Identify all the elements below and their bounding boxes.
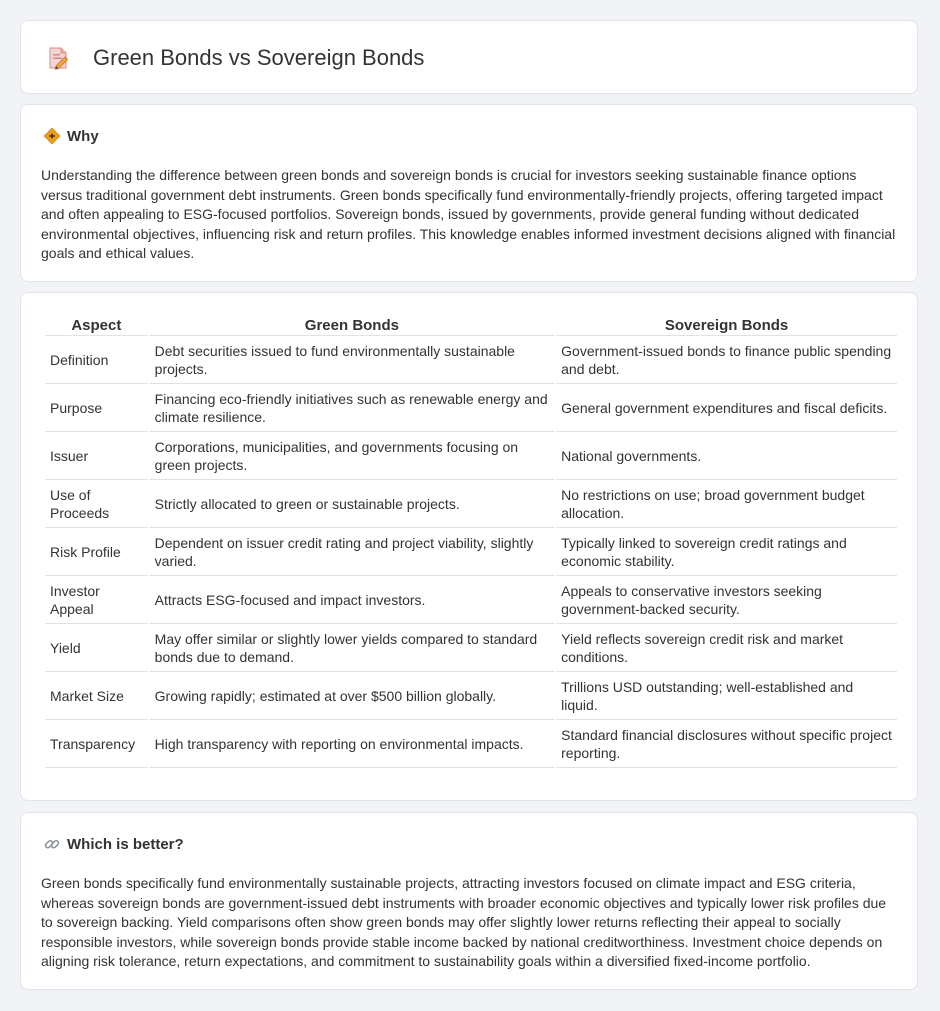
row-sovereign-value: National governments. [556,432,897,480]
row-sovereign-value: General government expenditures and fiscal deficits. [556,384,897,432]
table-row [45,336,897,384]
row-aspect: Use of Proceeds [45,480,148,528]
row-aspect: Market Size [45,672,148,720]
document-pencil-icon [45,45,71,71]
table-row [45,480,897,528]
table-row [45,576,897,624]
comparison-table [43,315,899,768]
which-is-better-body: Green bonds specifically fund environmentally sustainable projects, attracting investors focused on climate impact and ESG criteria, whereas sovereign bonds are government-issued debt instruments with broader economic objectives and typically lower risk profiles due to sovereign backing. Yield comparisons often show green bonds may offer slightly lower returns reflecting their appeal to socially responsible investors, while sovereign bonds provide stable income backed by national creditworthiness. Investment choice depends on aligning risk tolerance, return expectations, and commitment to sustainability goals within a diversified fixed-income portfolio. [41,875,887,970]
which-is-better-section [20,812,918,990]
table-row [45,432,897,480]
row-green-value: Corporations, municipalities, and governments focusing on green projects. [150,432,554,480]
warning-diamond-icon [43,127,61,145]
title-card [20,20,918,94]
row-green-value: Debt securities issued to fund environmentally sustainable projects. [150,336,554,384]
table-row [45,624,897,672]
row-sovereign-value: Typically linked to sovereign credit ratings and economic stability. [556,528,897,576]
row-aspect: Transparency [45,720,148,768]
page-title: Green Bonds vs Sovereign Bonds [93,45,425,70]
row-green-value: High transparency with reporting on environmental impacts. [150,720,554,768]
row-sovereign-value: Government-issued bonds to finance public spending and debt. [556,336,897,384]
header-aspect: Aspect [45,315,148,336]
table-row [45,720,897,768]
which-is-better-title: Which is better? [67,835,184,853]
row-green-value: Growing rapidly; estimated at over $500 billion globally. [150,672,554,720]
table-row [45,672,897,720]
why-title: Why [67,127,99,145]
header-sovereign-bonds: Sovereign Bonds [556,315,897,336]
table-header-row [45,315,897,336]
row-aspect: Risk Profile [45,528,148,576]
row-aspect: Purpose [45,384,148,432]
header-green-bonds: Green Bonds [150,315,554,336]
row-sovereign-value: Standard financial disclosures without specific project reporting. [556,720,897,768]
link-icon [43,835,61,853]
row-aspect: Investor Appeal [45,576,148,624]
row-sovereign-value: Trillions USD outstanding; well-established and liquid. [556,672,897,720]
row-sovereign-value: Appeals to conservative investors seeking government-backed security. [556,576,897,624]
comparison-card [20,292,918,801]
row-green-value: Financing eco-friendly initiatives such as renewable energy and climate resilience. [150,384,554,432]
row-aspect: Issuer [45,432,148,480]
why-section [20,104,918,282]
table-row [45,384,897,432]
table-row [45,528,897,576]
why-body: Understanding the difference between green bonds and sovereign bonds is crucial for investors seeking sustainable finance options versus traditional government debt instruments. Green bonds specifically fund environmentally-friendly projects, offering targeted impact and often appealing to ESG-focused portfolios. Sovereign bonds, issued by governments, provide general funding without dedicated environmental objectives, influencing risk and return profiles. This knowledge enables informed investment decisions aligned with financial goals and ethical values. [41,167,896,262]
row-green-value: May offer similar or slightly lower yields compared to standard bonds due to demand. [150,624,554,672]
row-aspect: Yield [45,624,148,672]
row-sovereign-value: Yield reflects sovereign credit risk and market conditions. [556,624,897,672]
row-green-value: Dependent on issuer credit rating and project viability, slightly varied. [150,528,554,576]
row-aspect: Definition [45,336,148,384]
row-sovereign-value: No restrictions on use; broad government budget allocation. [556,480,897,528]
row-green-value: Strictly allocated to green or sustainable projects. [150,480,554,528]
row-green-value: Attracts ESG-focused and impact investors. [150,576,554,624]
